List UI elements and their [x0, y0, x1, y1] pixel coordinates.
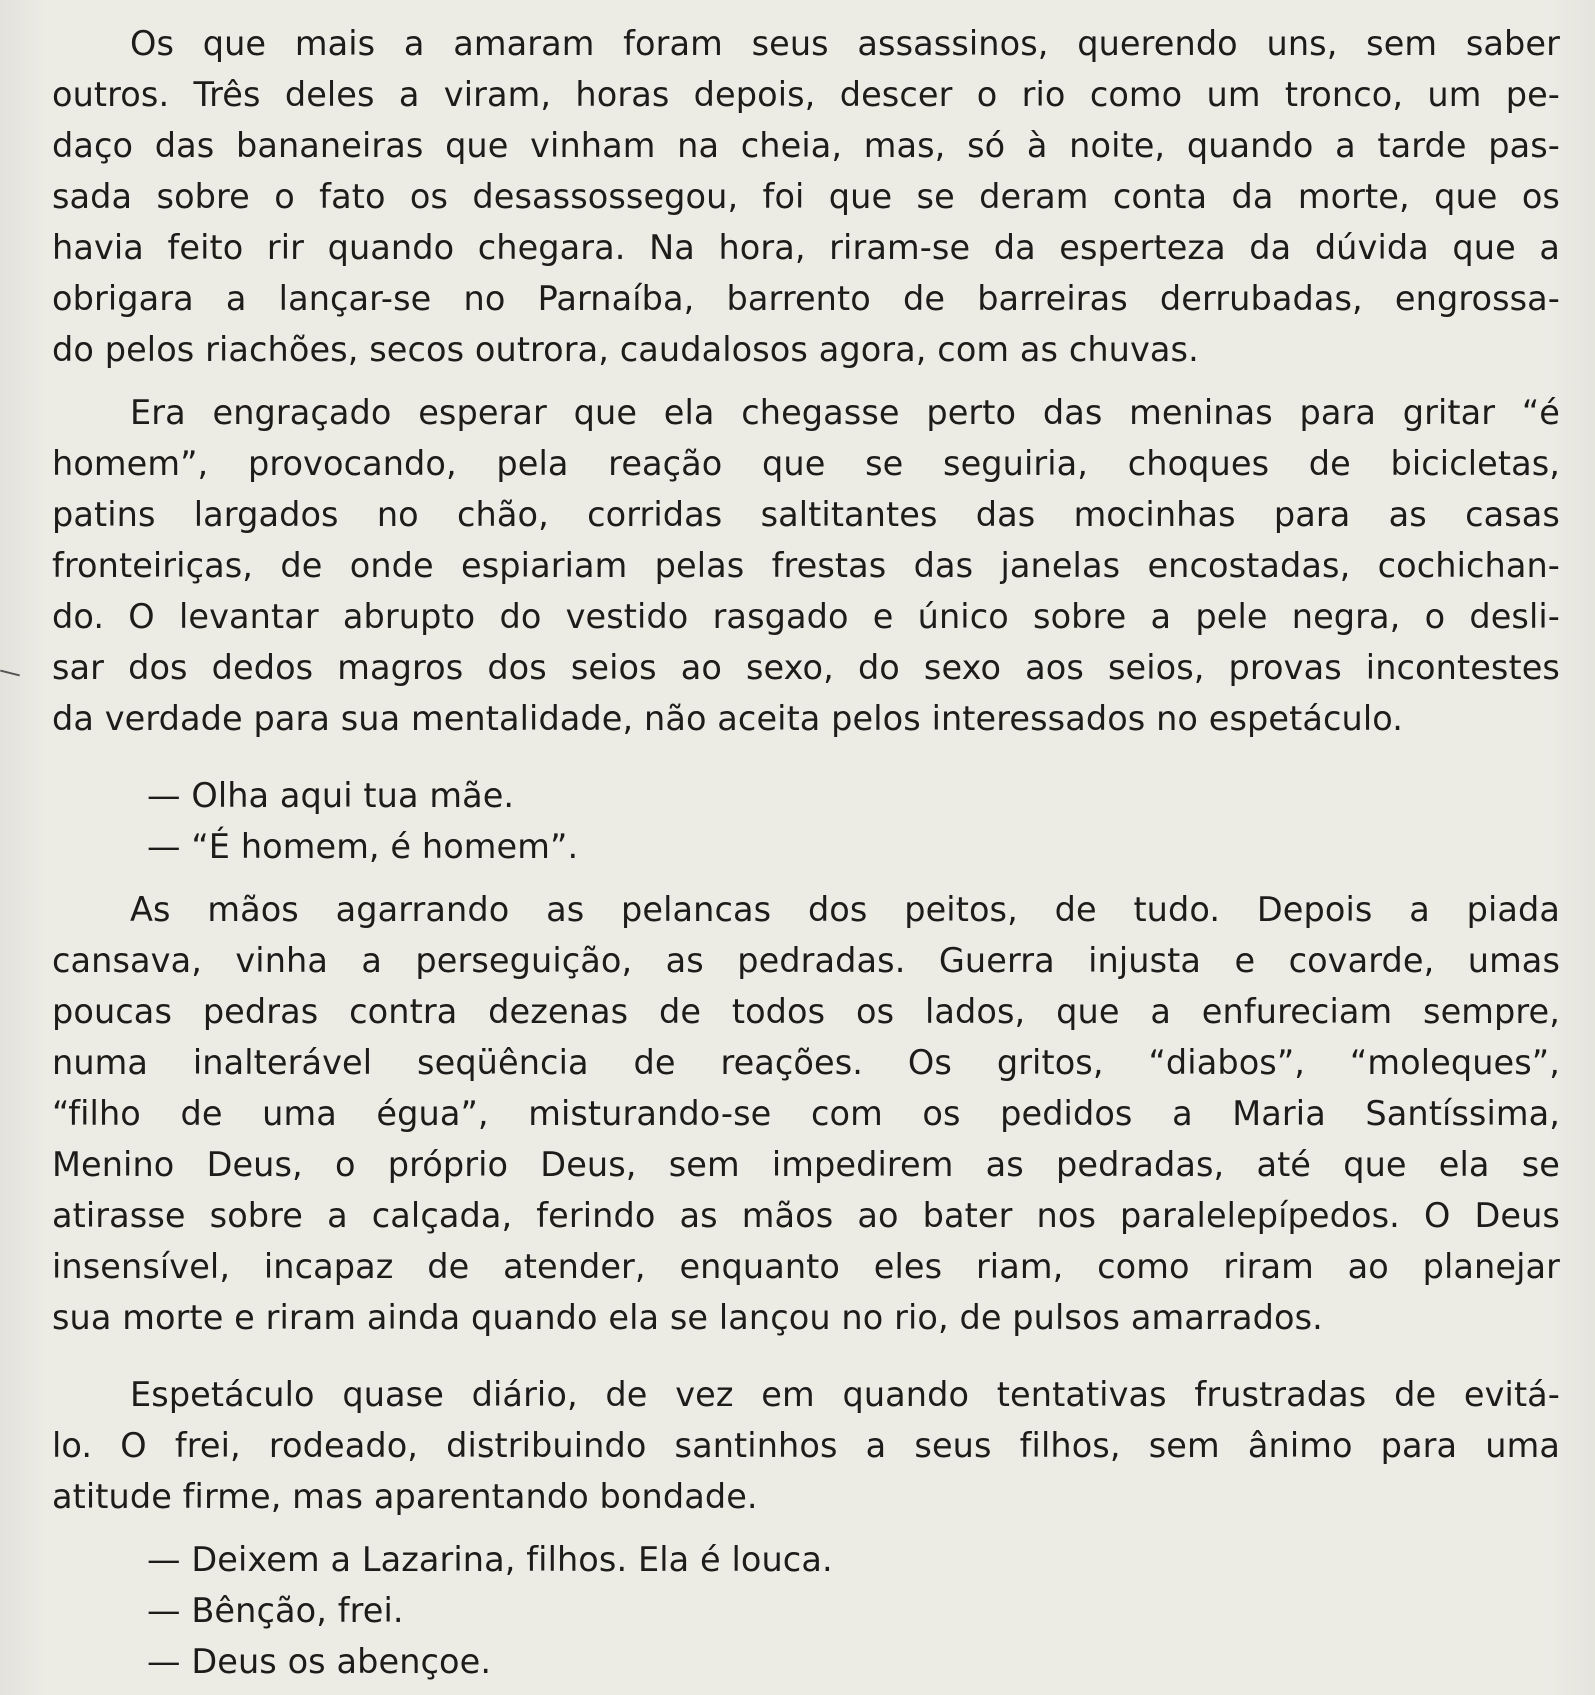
dialogue-line: — “É homem, é homem”.	[147, 827, 579, 866]
text-line: outros. Três deles a viram, horas depois, descer o rio como um tronco, um pe-	[52, 75, 1560, 114]
text-line: havia feito rir quando chegara. Na hora, riram-se da esperteza da dúvida que a	[52, 228, 1560, 267]
text-line: Era engraçado esperar que ela chegasse perto das meninas para gritar “é	[130, 393, 1560, 432]
text-line: insensível, incapaz de atender, enquanto eles riam, como riram ao planejar	[52, 1247, 1560, 1286]
dialogue-line: — Olha aqui tua mãe.	[147, 776, 515, 815]
text-line: atitude firme, mas aparentando bondade.	[52, 1477, 758, 1516]
margin-mark	[0, 670, 20, 677]
text-line: do. O levantar abrupto do vestido rasgado e único sobre a pele negra, o desli-	[52, 597, 1560, 636]
text-line: Espetáculo quase diário, de vez em quando tentativas frustradas de evitá-	[130, 1375, 1560, 1414]
text-line: As mãos agarrando as pelancas dos peitos, de tudo. Depois a piada	[130, 890, 1560, 929]
text-line: do pelos riachões, secos outrora, caudalosos agora, com as chuvas.	[52, 330, 1199, 369]
paragraph-1	[52, 18, 1560, 375]
text-line: “filho de uma égua”, misturando-se com os pedidos a Maria Santíssima,	[52, 1094, 1560, 1133]
text-line: homem”, provocando, pela reação que se seguiria, choques de bicicletas,	[52, 444, 1560, 483]
dialogue-2	[52, 1534, 1560, 1687]
text-line: sada sobre o fato os desassossegou, foi que se deram conta da morte, que os	[52, 177, 1560, 216]
text-line: daço das bananeiras que vinham na cheia, mas, só à noite, quando a tarde pas-	[52, 126, 1560, 165]
text-line: da verdade para sua mentalidade, não aceita pelos interessados no espetáculo.	[52, 699, 1403, 738]
text-line: sar dos dedos magros dos seios ao sexo, do sexo aos seios, provas incontestes	[52, 648, 1560, 687]
text-body	[52, 18, 1560, 1687]
text-line: poucas pedras contra dezenas de todos os lados, que a enfureciam sempre,	[52, 992, 1560, 1031]
text-line: patins largados no chão, corridas saltitantes das mocinhas para as casas	[52, 495, 1560, 534]
paragraph-2	[52, 387, 1560, 744]
text-line: sua morte e riram ainda quando ela se lançou no rio, de pulsos amarrados.	[52, 1298, 1323, 1337]
text-line: cansava, vinha a perseguição, as pedradas. Guerra injusta e covarde, umas	[52, 941, 1560, 980]
text-line: Os que mais a amaram foram seus assassinos, querendo uns, sem saber	[130, 24, 1560, 63]
dialogue-1	[52, 770, 1560, 872]
text-line: atirasse sobre a calçada, ferindo as mãos ao bater nos paralelepípedos. O Deus	[52, 1196, 1560, 1235]
paragraph-3	[52, 884, 1560, 1343]
text-line: lo. O frei, rodeado, distribuindo santinhos a seus filhos, sem ânimo para uma	[52, 1426, 1560, 1465]
paragraph-4	[52, 1369, 1560, 1522]
dialogue-line: — Deixem a Lazarina, filhos. Ela é louca.	[147, 1540, 833, 1579]
dialogue-line: — Bênção, frei.	[147, 1591, 404, 1630]
dialogue-line: — Deus os abençoe.	[147, 1642, 492, 1681]
text-line: Menino Deus, o próprio Deus, sem impedirem as pedradas, até que ela se	[52, 1145, 1560, 1184]
text-line: fronteiriças, de onde espiariam pelas frestas das janelas encostadas, cochichan-	[52, 546, 1560, 585]
text-line: numa inalterável seqüência de reações. Os gritos, “diabos”, “moleques”,	[52, 1043, 1560, 1082]
text-line: obrigara a lançar-se no Parnaíba, barrento de barreiras derrubadas, engrossa-	[52, 279, 1560, 318]
